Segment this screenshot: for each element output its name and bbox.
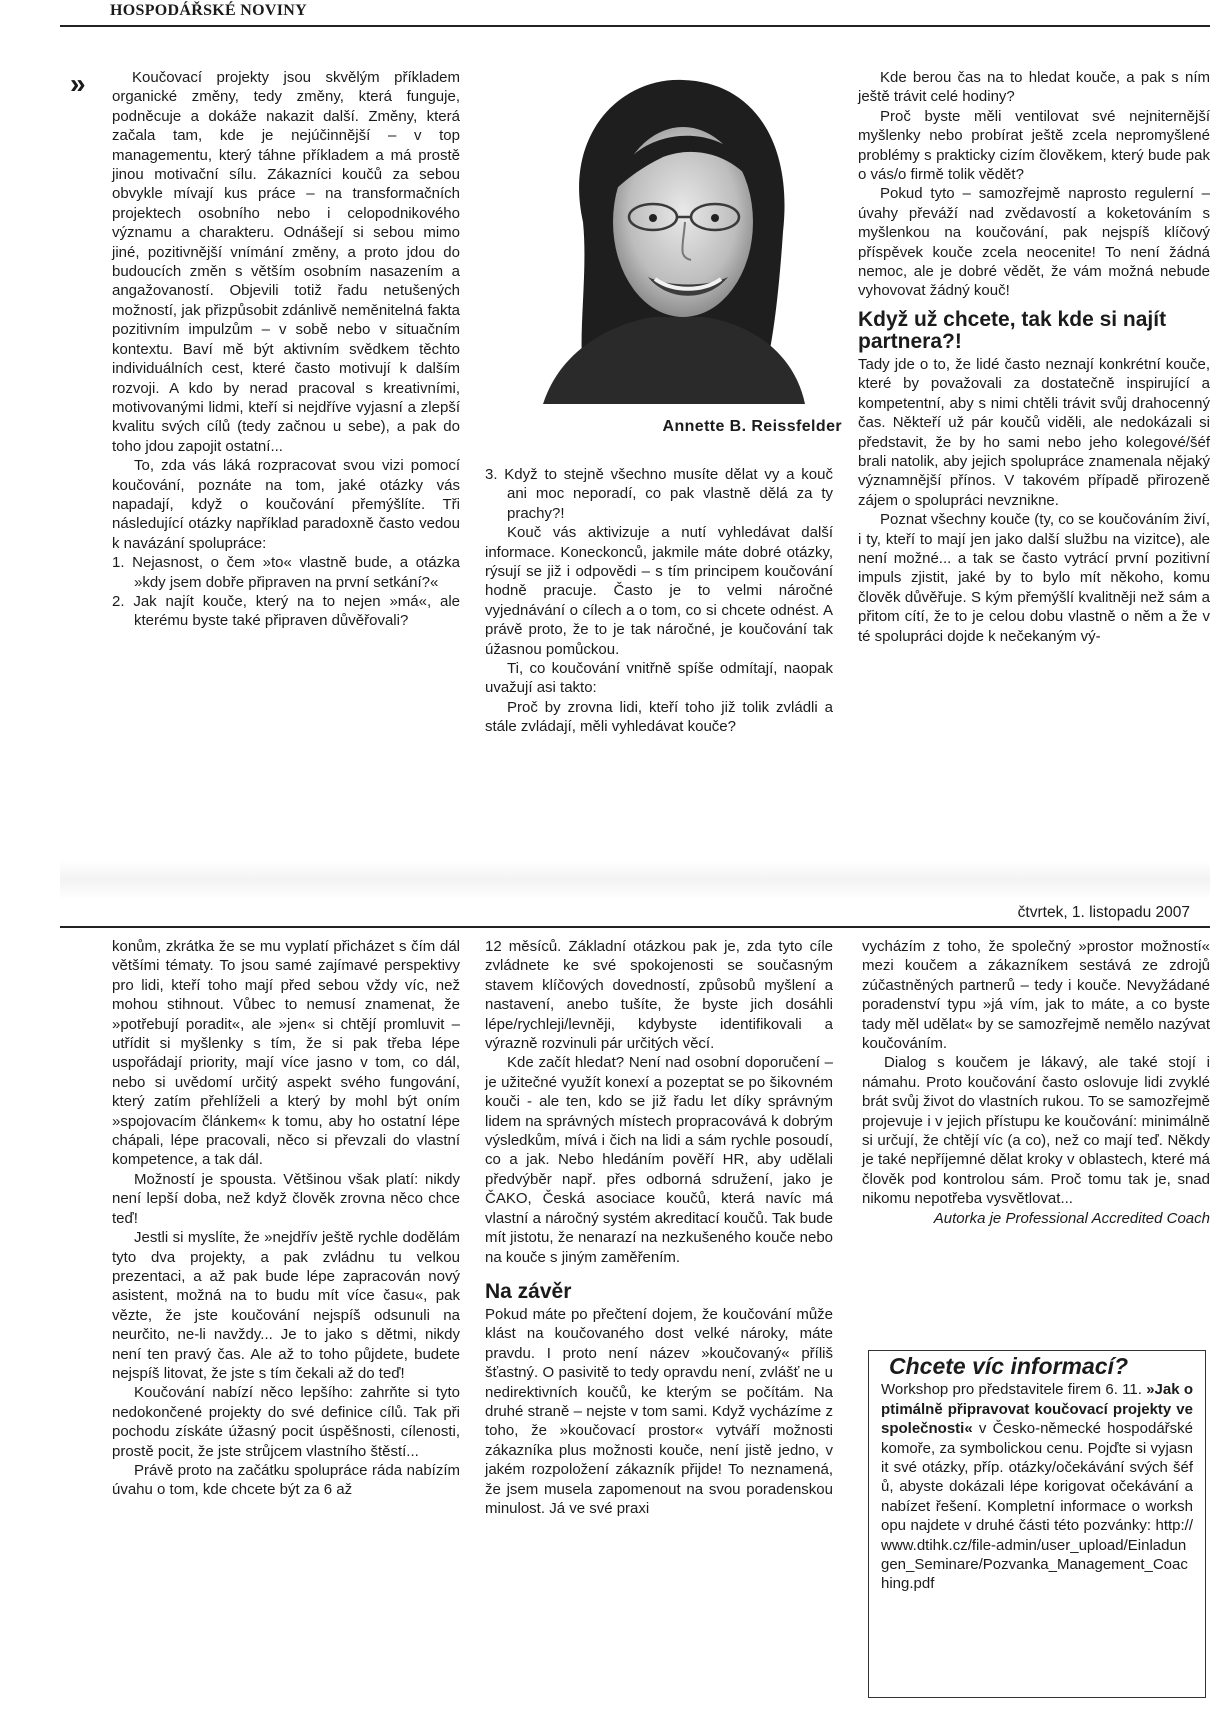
section-heading: Na závěr [485, 1279, 572, 1303]
question-list [485, 465, 833, 523]
bottom-column-1 [112, 937, 460, 1500]
paragraph: To, zda vás láká rozpracovat svou vizi pomocí koučování, poznáte na tom, jaké otázky vás napadají, když o koučování přemýšlíte. Tři následující otázky například paradoxně často vedou k navázání spolupráce: [112, 457, 460, 552]
paragraph: Ti, co koučování vnitřně spíše odmítají, naopak uvažují asi takto: [485, 660, 833, 697]
paragraph: Koučovací projekty jsou skvělým příkladem organické změny, tedy změny, která funguje, podněcuje a dokáže nakazit další. Změny, která začala tam, kde je nejúčinnější – v top managementu, který táhne příkladem a má prostě jinou motivační sílu. Zákazníci koučů za sebou obvykle mívají kus práce – na transformačních projektech osobního nebo i celopodnikového významu a charakteru. Odnášejí si sebou mimo jiné, pozitivnější vnímání změny, a proto jdou do budoucích změn s větším osobním nasazením a angažovaností. Objevili totiž řadu netušených možností, jak přizpůsobit zdánlivě neměnitelná fakta pozitivním impulzům – v sobě nebo v situačním kontextu. Baví mě být aktivním svědkem těchto individuálních cest, které často motivují k dalším rozvoji. A kdo by nerad pracoval s kreativními, motivovanými lidmi, kteří si nejdříve vyjasní a zlepší kvalitu svých cílů (tedy začnou u sebe), a pak do toho jdou zapojit ostatní... [112, 69, 460, 455]
paragraph: Jestli si myslíte, že »nejdřív ještě rychle dodělám tyto dva projekty, a pak zvládnu tu velkou prezentaci, a až pak bude lépe zapracován nový asistent, možná na to budu mít více času«, pak vězte, že jste koučování nejspíš odsunuli na neurčito, ne-li navždy... Je to jako s dětmi, nikdy není ten pravý čas. Ale až to toho půjdete, budete nejspíš litovat, že jste s tím čekali až do teď! [112, 1229, 460, 1382]
paragraph: Dialog s koučem je lákavý, ale také stojí i námahu. Proto koučování často oslovuje lidi zvyklé brát svůj život do vlastních rukou. To se samozřejmě projevuje i v jejich přístupu ke koučování: minimálně si určují, že chtějí víc (a co), než co mají teď. Někdy je také nepříjemné dělat kroky v oblastech, které má člověk pod kontrolou sám. Proč tomu tak je, snad nikomu nepotřeba vysvětlovat... [862, 1054, 1210, 1208]
top-column-3 [858, 68, 1210, 646]
bottom-column-2 [485, 937, 833, 1518]
paragraph: Kouč vás aktivizuje a nutí vyhledávat další informace. Koneckonců, jakmile máte dobré otázky, rýsují se již i odpovědi – s tím principem koučování hodně pracuje. Často je to velmi náročné vyjednávání o cílech a o tom, co si chcete odnést. A právě proto, že to je tak náročné, je koučování tak úžasnou pomůckou. [485, 524, 833, 658]
paragraph: Proč by zrovna lidi, kteří toho již tolik zvládli a stále zvládají, měli vyhledávat kouče? [485, 698, 833, 736]
paragraph: vycházím z toho, že společný »prostor možností« mezi koučem a zákazníkem sestává ze zdrojů zúčastněných partnerů – tedy i kouče. Nevyžádané poradenství typu »já vím, jak to máte, a co byste tady měl udělat« by se samozřejmě nemělo nazývat koučováním. [862, 938, 1210, 1053]
info-box-intro: Workshop pro představitele firem 6. 11. [881, 1381, 1142, 1399]
paragraph: Tady jde o to, že lidé často neznají konkrétní kouče, které by považovali za dostatečně inspirující a kompetentní, aby s nimi chtěli trávit svůj drahocenný čas. Někteří už pár koučů viděli, ale nedokázali si představit, že by ho sami nebo jeho kolegové/šéf brali natolik, aby jejich spolupráce znamenala nějaký významnější přínos. V takovém případě přirozeně zájem o spolupráci nevznikne. [858, 355, 1210, 509]
portrait-image [543, 72, 805, 404]
list-item: 1. Nejasnost, o čem »to« vlastně bude, a otázka »kdy jsem dobře připraven na první setkání?« [112, 554, 460, 591]
top-column-2 [485, 465, 833, 737]
info-box [868, 1350, 1206, 1698]
paragraph: Kde začít hledat? Není nad osobní doporučení – je užitečné využít konexí a pozeptat se po šikovném kouči - ale ten, kdo se již řadu let díky správným lidem na správných místech propracovává k dobrým výsledkům, mívá i čich na lidi a sám rychle posoudí, co a jak. Nebo hledáním pověří HR, aby udělali předvýběr např. přes odborná sdružení, jako je ČAKO, Česká asociace koučů, která navíc má vlastní a náročný systém akreditací koučů. Tak bude mít jistotu, že nenarazí na nezkušeného kouče nebo na kouče s jiným zaměřením. [485, 1054, 833, 1266]
info-box-title: Chcete víc informací? [889, 1353, 1129, 1379]
page-gutter [60, 860, 1210, 900]
article-start-marker-icon: » [70, 68, 82, 99]
author-note: Autorka je Professional Accredited Coach [933, 1209, 1210, 1227]
masthead [0, 0, 1220, 24]
bottom-column-3 [862, 937, 1210, 1228]
header-rule [60, 25, 1210, 27]
paragraph: Proč byste měli ventilovat své nejniternější myšlenky nebo probírat ještě zcela nepromyšlené problémy s prakticky cizím člověkem, který bude pak o vás/o firmě tolik vědět? [858, 107, 1210, 184]
page-rule [60, 926, 1210, 928]
top-column-1 [112, 68, 460, 631]
info-box-text [881, 1380, 1193, 1593]
paragraph: Pokud tyto – samozřejmě naprosto regulerní – úvahy převáží nad zvědavostí a koketováním s myšlenkou na koučování, pak nejspíš klíčový příspěvek kouče zcela neocenite! To není žádná nemoc, ale je dobré vědět, že vám možná nebude vyhovovat žádný kouč! [858, 185, 1210, 300]
paragraph: Pokud máte po přečtení dojem, že koučování může klást na koučovaného dost velké nároky, máte pravdu. I proto není název »koučovaný« příliš šťastný. O pasivitě to tedy opravdu není, zvlášť ne u nedirektivních koučů, ke kterým se počítám. Na druhé straně – nejste v tom sami. Když vycházíme z toho, že »koučovací prostor« vytváří možnosti zákazníka plus možnosti kouče, není jistě jedno, v jakém rozpoložení zákazník přijde! To neznamená, že jsem musela zapomenout na svou poradenskou minulost. Já ve své praxi [485, 1305, 833, 1517]
question-list [112, 553, 460, 631]
paragraph: Právě proto na začátku spolupráce ráda nabízím úvahu o tom, kde chcete být za 6 až [112, 1461, 460, 1499]
author-photo [543, 72, 805, 404]
paragraph: Poznat všechny kouče (ty, co se koučováním živí, i ty, kteří to mají jen jako další službu na vizitce), ale není možné... a tak se často vytrácí první pozitivní impuls zjistit, jaké by to bylo mít někoho, komu člověk důvěřuje. S kým přemýšlí kvalitněji než sám a přitom cítí, že to je celou dobu vlastně o něm a že v té spolupráci dojde k nečekaným vý- [858, 511, 1210, 645]
list-item: 3. Když to stejně všechno musíte dělat vy a kouč ani moc neporadí, co pak vlastně dělá za ty prachy?! [485, 466, 833, 522]
paragraph: Kde berou čas na to hledat kouče, a pak s ním ještě trávit celé hodiny? [858, 69, 1210, 106]
paragraph: Možností je spousta. Většinou však platí: nikdy není lepší doba, než když člověk zrovna něco chce teď! [112, 1170, 460, 1227]
photo-caption: Annette B. Reissfelder [662, 418, 842, 435]
paragraph: Koučování nabízí něco lepšího: zahrňte si tyto nedokončené projekty do své definice cílů. Tak při pochodu získáte úžasný pocit úspěšnosti, cílenosti, prostě pocit, že jste strůjcem vlastního štěstí... [112, 1384, 460, 1460]
paragraph: konům, zkrátka že se mu vyplatí přicházet s čím dál většími tématy. To jsou samé zajímavé perspektivy pro lidi, kteří toho mají před sebou vždy víc, než mohou stihnout. Vůbec to nemusí znamenat, že »potřebují poradit«, ale »jen« si chtějí promluvit – utřídit si myšlenky s tím, že si pak třeba lépe uspořádají priority, mají více jasno v tom, co dál, nebo si uvědomí určitý aspekt svého fungování, který zatím přehlíželi a který by mohl být oním »spojovacím článkem« k tomu, aby ho ostatní lépe chápali, lépe pracovali, něco si převzali do vlastní kompetence, a tak dál. [112, 938, 460, 1169]
list-item: 2. Jak najít kouče, který na to nejen »má«, ale kterému byste také připraven důvěřovali? [112, 592, 460, 630]
section-heading: Když už chcete, tak kde si najít partnera?! [858, 307, 1167, 353]
issue-date: čtvrtek, 1. listopadu 2007 [1017, 904, 1190, 921]
workshop-title: »Jak optimálně připravovat koučovací projekty ve společnosti« [881, 1381, 1194, 1438]
info-box-details: v Česko-německé hospodářské komoře, za symbolickou cenu. Pojďte si vyjasnit své otázky, příp. otázky/očekávání svých šéfů, abyste dokázali lépe korigovat očekávání a nabízet řešení. Kompletní informace o workshopu najdete v druhé části této pozvánky: http://www.dtihk.cz/file-admin/user_upload/Einladungen_Seminare/Pozvanka_Management_Coaching.pdf [881, 1420, 1194, 1593]
paragraph: 12 měsíců. Základní otázkou pak je, zda tyto cíle zvládnete ke své spokojenosti se současným stavem klíčových dovedností, způsobů myšlení a nastavení, anebo tušíte, že byste jich dosáhli lépe/rychleji/levněji, kdybyste identifikovali a výrazně rozvinuli pár určitých věcí. [485, 938, 833, 1053]
publication-name: HOSPODÁŘSKÉ NOVINY [110, 2, 307, 19]
